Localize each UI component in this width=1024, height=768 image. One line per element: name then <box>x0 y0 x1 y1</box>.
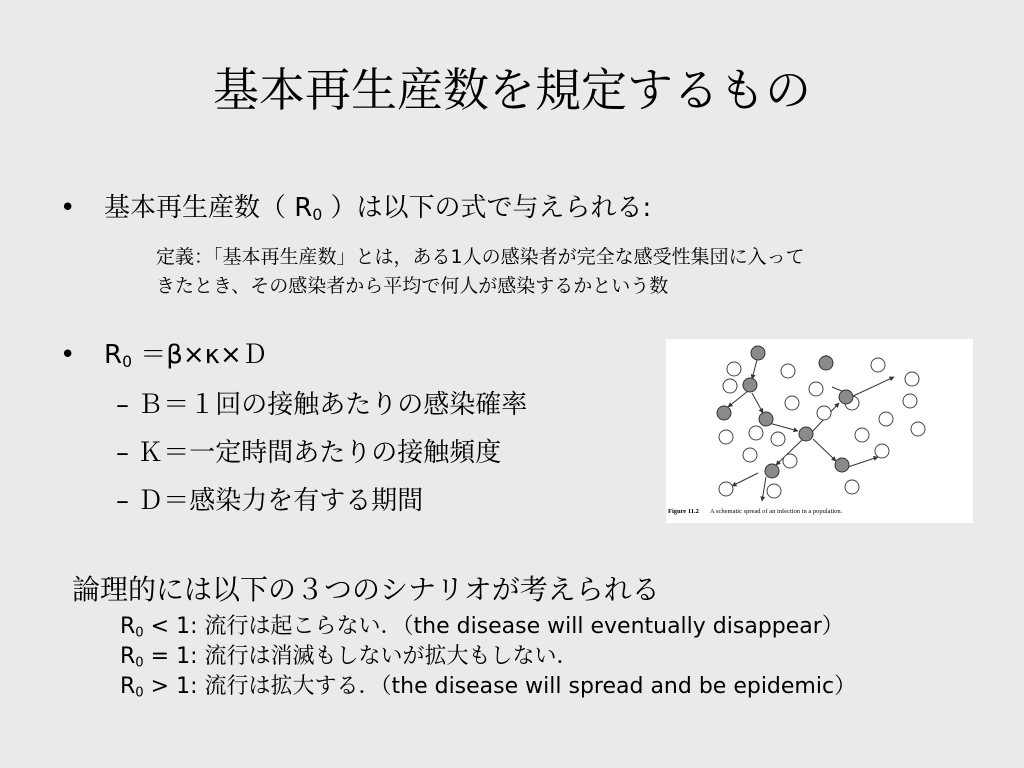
equation-r: R <box>104 340 123 370</box>
scenario-text: = 1: 流行は消滅もしないが拡大もしない． <box>143 644 579 669</box>
scenario-heading: 論理的には以下の３つのシナリオが考えられる <box>72 573 660 606</box>
bullet-text-after: ）は以下の式で与えられる: <box>322 193 652 223</box>
subitem-beta: – Ｂ＝１回の接触あたりの感染確率 <box>116 390 528 420</box>
subscript: 0 <box>122 352 132 371</box>
r-symbol: R <box>120 644 136 669</box>
bullet-r0-equation <box>60 335 268 382</box>
slide-title: 基本再生産数を規定するもの <box>213 63 811 117</box>
network-diagram <box>666 339 973 523</box>
subscript: 0 <box>135 655 144 671</box>
bullet-marker: • <box>60 340 76 370</box>
bullet-marker: • <box>60 193 76 223</box>
definition-block <box>156 243 986 301</box>
subscript: 0 <box>135 625 144 641</box>
figure-caption-text: A schematic spread of an infection in a population. <box>710 508 843 515</box>
subitem-kappa: – Ｋ＝一定時間あたりの接触頻度 <box>116 438 502 468</box>
subscript: 0 <box>312 205 323 224</box>
figure-caption-label: Figure 11.2 <box>668 508 699 515</box>
scenario-above-one <box>120 672 856 708</box>
scenario-text: < 1: 流行は起こらない．（the disease will eventually disappear） <box>143 614 844 639</box>
scenario-text: > 1: 流行は拡大する．（the disease will spread and be epidemic） <box>143 674 857 699</box>
definition-line-2: きたとき、その感染者から平均で何人が感染するかという数 <box>156 275 669 297</box>
equation-rest: ＝β×κ×Ｄ <box>132 340 268 370</box>
bullet-r0-formula-intro <box>60 188 651 235</box>
r-symbol: R <box>120 614 136 639</box>
subitem-duration: – Ｄ＝感染力を有する期間 <box>116 486 424 516</box>
bullet-text-before: 基本再生産数（ R <box>104 193 313 223</box>
r-symbol: R <box>120 674 136 699</box>
infection-spread-figure <box>666 339 973 523</box>
subscript: 0 <box>135 685 144 701</box>
definition-line-1: 定義：「基本再生産数」とは，ある1人の感染者が完全な感受性集団に入って <box>156 246 805 268</box>
